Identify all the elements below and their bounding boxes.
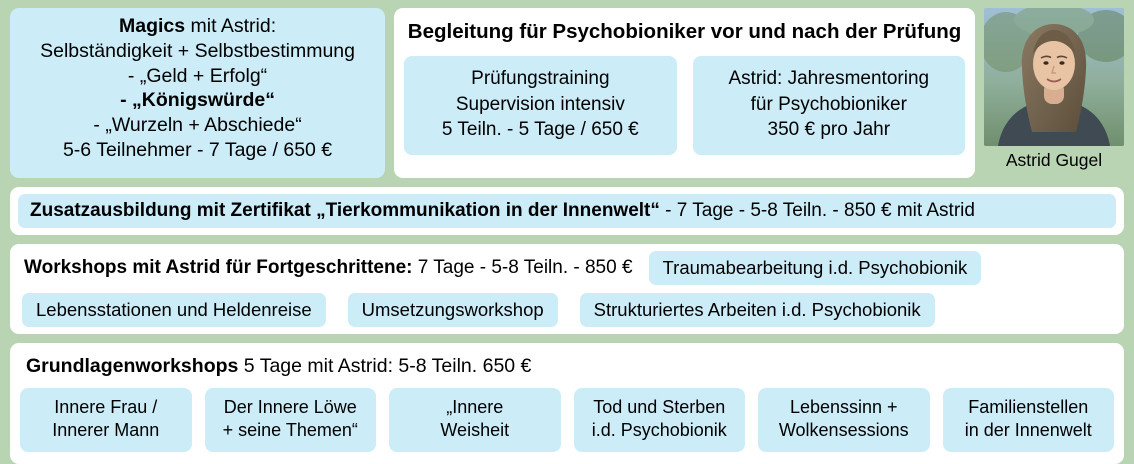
begleitung-card-line: Prüfungstraining xyxy=(471,68,610,89)
grundlagen-band xyxy=(10,343,1124,464)
workshop-chip-strukturiert: Strukturiertes Arbeiten i.d. Psychobionik xyxy=(580,293,935,327)
workshops-chips-row xyxy=(18,293,1116,327)
workshops-title-rest: 7 Tage - 5-8 Teiln. - 850 € xyxy=(412,257,633,278)
portrait-illustration xyxy=(984,8,1124,146)
grundlagen-card-line: i.d. Psychobionik xyxy=(591,420,727,441)
begleitung-cards xyxy=(404,56,965,155)
zusatzausbildung-chip xyxy=(18,194,1116,228)
begleitung-card-line: Supervision intensiv xyxy=(455,93,625,115)
magics-panel xyxy=(10,8,385,178)
workshops-title xyxy=(18,254,639,282)
grundlagen-card-line: Lebenssinn + xyxy=(789,397,898,417)
workshops-band xyxy=(10,244,1124,334)
top-row xyxy=(10,8,1124,178)
begleitung-panel xyxy=(394,8,975,178)
workshops-head xyxy=(18,251,1116,285)
magics-line-4: - „Wurzeln + Abschiede“ xyxy=(93,114,302,136)
zusatzausbildung-title: Zusatzausbildung mit Zertifikat „Tierkommunikation in der Innenwelt“ xyxy=(30,200,660,221)
zusatzausbildung-band xyxy=(10,187,1124,235)
portrait-block xyxy=(984,8,1124,178)
begleitung-card-line: für Psychobioniker xyxy=(750,93,907,115)
grundlagen-title-rest: 5 Tage mit Astrid: 5-8 Teiln. 650 € xyxy=(238,355,532,377)
zusatzausbildung-details: - 7 Tage - 5-8 Teiln. - 850 € mit Astrid xyxy=(659,200,975,221)
workshop-chip-umsetzung: Umsetzungsworkshop xyxy=(348,293,558,327)
workshop-chip-lebensstationen: Lebensstationen und Heldenreise xyxy=(22,293,326,327)
begleitung-heading: Begleitung für Psychobioniker vor und nach der Prüfung xyxy=(407,20,962,43)
grundlagen-cards xyxy=(20,388,1114,452)
grundlagen-card xyxy=(574,388,746,452)
begleitung-card-line: Astrid: Jahresmentoring xyxy=(728,68,930,89)
workshop-chip-trauma: Traumabearbeitung i.d. Psychobionik xyxy=(649,251,982,285)
portrait-photo xyxy=(984,8,1124,146)
magics-line-0 xyxy=(18,14,377,39)
grundlagen-card xyxy=(389,388,561,452)
grundlagen-card-line: + seine Themen“ xyxy=(222,420,358,441)
portrait-caption: Astrid Gugel xyxy=(1005,150,1103,170)
grundlagen-card-line: Innere Frau / xyxy=(54,397,158,417)
begleitung-card xyxy=(693,56,965,155)
grundlagen-card xyxy=(20,388,192,452)
grundlagen-card-line: Der Innere Löwe xyxy=(223,397,357,417)
grundlagen-card-line: Wolkensessions xyxy=(778,420,909,441)
magics-bold-title: Magics xyxy=(118,15,186,37)
grundlagen-card-line: in der Innenwelt xyxy=(964,420,1092,441)
begleitung-card xyxy=(404,56,676,155)
grundlagen-card-line: „Innere xyxy=(446,397,504,417)
grundlagen-card-line: Weisheit xyxy=(440,420,510,441)
grundlagen-card-line: Tod und Sterben xyxy=(593,397,726,417)
grundlagen-card xyxy=(943,388,1115,452)
magics-line-2: - „Geld + Erfolg“ xyxy=(127,64,268,87)
grundlagen-card xyxy=(205,388,377,452)
grundlagen-card-line: Innerer Mann xyxy=(52,420,160,441)
magics-line-3: - „Königswürde“ xyxy=(120,89,276,112)
magics-line-1: Selbständigkeit + Selbstbestimmung xyxy=(40,39,355,62)
magics-line-5: 5-6 Teilnehmer - 7 Tage / 650 € xyxy=(62,138,333,161)
grundlagen-title xyxy=(20,353,1114,388)
grundlagen-title-bold: Grundlagenworkshops xyxy=(26,355,239,377)
magics-title-rest: mit Astrid: xyxy=(185,15,277,37)
grundlagen-card-line: Familienstellen xyxy=(968,397,1089,417)
grundlagen-card xyxy=(758,388,930,452)
begleitung-card-line: 350 € pro Jahr xyxy=(767,119,891,141)
begleitung-card-line: 5 Teiln. - 5 Tage / 650 € xyxy=(441,119,639,141)
workshops-title-bold: Workshops mit Astrid für Fortgeschrittene: xyxy=(24,257,413,278)
